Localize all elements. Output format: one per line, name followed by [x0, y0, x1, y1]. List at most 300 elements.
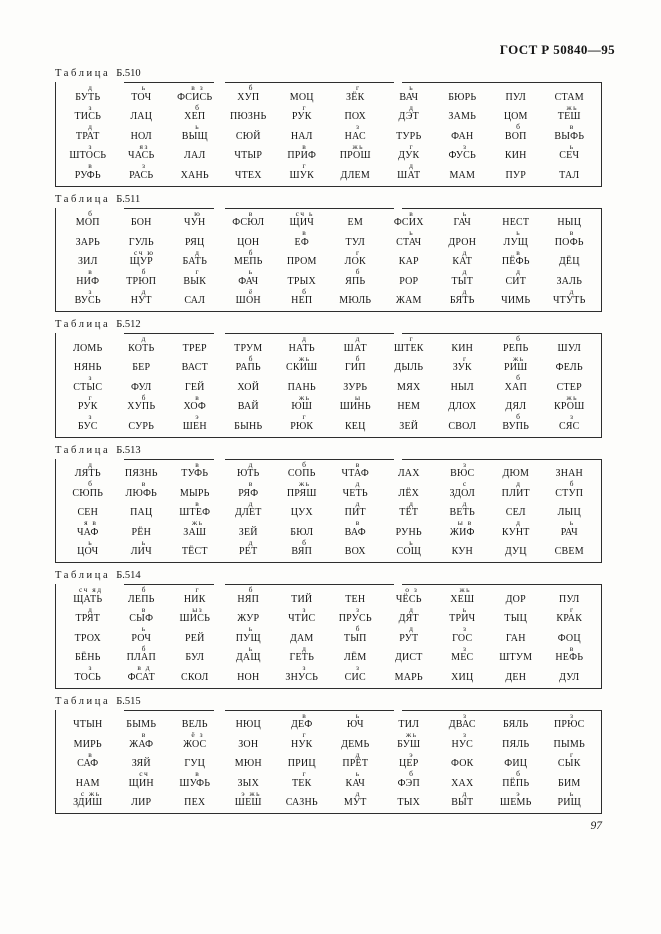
syllable-cell	[168, 461, 222, 481]
table-caption-number: Б.513	[116, 444, 141, 456]
table-caption-word: Таблица	[55, 68, 111, 79]
syllable-cell	[222, 229, 276, 249]
syllable-cell	[329, 123, 383, 143]
syllable-word: ЖАФ	[129, 738, 154, 750]
syllable-annotation: в	[88, 161, 94, 170]
syllable-cell	[382, 712, 436, 732]
syllable-word: ЛЮФЬ	[125, 487, 157, 499]
syllable-annotation: д	[409, 604, 415, 614]
syllable-annotation: з	[142, 161, 147, 170]
syllable-cell	[543, 394, 597, 414]
syllable-word: ТЕШ	[557, 111, 581, 122]
syllable-cell	[543, 625, 597, 645]
syllable-word: ЧТИС	[288, 613, 316, 624]
syllable-cell	[382, 335, 436, 355]
syllable-cell	[222, 84, 276, 104]
syllable-word: ВОХ	[344, 546, 366, 557]
syllable-word: ВЕТЬ	[449, 507, 475, 518]
syllable-cell	[275, 123, 329, 143]
syllable-word: МОЦ	[289, 91, 314, 103]
syllable-cell	[168, 268, 222, 288]
syllable-annotation: д	[409, 624, 415, 633]
syllable-word: КАР	[398, 256, 419, 267]
syllable-cell	[436, 288, 490, 308]
syllable-word: СУРЬ	[128, 420, 155, 432]
syllable-word: ЗЫХ	[237, 777, 260, 789]
syllable-cell	[489, 268, 543, 288]
syllable-cell	[61, 480, 115, 500]
syllable-word: ДИСТ	[394, 652, 423, 663]
syllable-cell	[222, 731, 276, 751]
syllable-cell	[543, 104, 597, 124]
syllable-word: ШТУМ	[499, 652, 533, 663]
syllable-cell	[115, 731, 169, 751]
syllable-cell	[275, 210, 329, 230]
syllable-word: ХАНЬ	[180, 169, 209, 181]
syllable-annotation: э	[409, 749, 415, 759]
syllable-word: ЛЯТЬ	[74, 468, 101, 479]
syllable-cell	[168, 335, 222, 355]
syllable-annotation: з	[463, 459, 468, 469]
syllable-cell	[115, 461, 169, 481]
syllable-word: БИМ	[558, 777, 581, 789]
syllable-word: НУТ	[130, 295, 152, 306]
syllable-annotation: жь	[512, 353, 525, 363]
syllable-annotation: д	[516, 267, 522, 276]
syllable-cell	[436, 335, 490, 355]
syllable-cell	[382, 229, 436, 249]
syllable-word: ТОЧ	[131, 91, 152, 103]
syllable-cell	[543, 229, 597, 249]
syllable-cell	[329, 751, 383, 771]
syllable-cell	[436, 712, 490, 732]
syllable-word: ЧТЕХ	[234, 169, 262, 181]
syllable-word: КРАК	[556, 613, 583, 624]
syllable-annotation: д	[569, 286, 575, 296]
syllable-annotation: жь	[298, 479, 311, 488]
syllable-cell	[115, 413, 169, 433]
syllable-cell	[222, 335, 276, 355]
syllable-cell	[222, 413, 276, 433]
syllable-annotation: жь	[566, 102, 579, 112]
syllable-cell	[61, 104, 115, 124]
syllable-cell	[489, 480, 543, 500]
syllable-word: ЗАШ	[183, 526, 207, 538]
syllable-annotation: в	[409, 208, 415, 218]
syllable-annotation: д	[462, 267, 468, 276]
table-row	[61, 413, 596, 433]
syllable-word: ШИСЬ	[179, 613, 211, 624]
syllable-annotation: д	[88, 83, 94, 92]
syllable-cell	[275, 374, 329, 394]
syllable-word: СТАЧ	[396, 236, 422, 248]
syllable-cell	[382, 731, 436, 751]
syllable-cell	[329, 500, 383, 520]
syllable-annotation: я в	[84, 518, 98, 527]
syllable-word: ТЁСТ	[181, 546, 208, 557]
syllable-cell	[275, 229, 329, 249]
syllable-word: ТИЙ	[291, 593, 313, 605]
syllable-word: ШУК	[289, 169, 314, 181]
syllable-cell	[382, 394, 436, 414]
syllable-cell	[61, 143, 115, 163]
syllable-cell	[61, 335, 115, 355]
syllable-cell	[168, 355, 222, 375]
syllable-word: РЕЙ	[185, 632, 205, 644]
syllable-word: ФОК	[450, 758, 474, 769]
syllable-cell	[61, 249, 115, 269]
syllable-word: БЮЛ	[290, 526, 314, 538]
syllable-word: ЗЯЙ	[131, 758, 151, 769]
syllable-word: ФСАТ	[127, 671, 155, 683]
syllable-cell	[275, 355, 329, 375]
syllable-cell	[489, 731, 543, 751]
syllable-cell	[222, 104, 276, 124]
syllable-word: ТРОХ	[74, 632, 101, 644]
syllable-annotation: ы в	[457, 518, 473, 527]
syllable-word: ТЫП	[343, 632, 367, 644]
syllable-cell	[61, 413, 115, 433]
syllable-cell	[382, 249, 436, 269]
syllable-word: ТРЮП	[126, 275, 157, 287]
syllable-cell	[436, 143, 490, 163]
syllable-annotation: б	[141, 267, 147, 276]
syllable-annotation: б	[141, 643, 147, 653]
syllable-annotation: ь	[462, 604, 468, 614]
syllable-annotation: б	[355, 267, 361, 276]
table-row	[61, 268, 596, 288]
syllable-word: НЮЦ	[235, 719, 261, 730]
syllable-cell	[115, 790, 169, 810]
syllable-annotation: в	[195, 498, 201, 508]
syllable-annotation: б	[355, 353, 361, 363]
syllable-word: РИШ	[504, 362, 528, 373]
table-row	[61, 104, 596, 124]
syllable-word: ЮШ	[291, 401, 313, 412]
syllable-cell	[115, 268, 169, 288]
syllable-word: РУК	[291, 111, 312, 122]
syllable-cell	[382, 413, 436, 433]
table-row	[61, 394, 596, 414]
syllable-cell	[115, 249, 169, 269]
syllable-word: ФУЛ	[131, 381, 152, 393]
syllable-cell	[61, 770, 115, 790]
syllable-word: ЛАЛ	[184, 150, 206, 161]
syllable-cell	[543, 249, 597, 269]
syllable-cell	[115, 480, 169, 500]
syllable-word: ПУЩ	[235, 632, 261, 644]
syllable-annotation: б	[195, 102, 201, 112]
table-caption-word: Таблица	[55, 695, 111, 707]
syllable-word: ЦОМ	[503, 111, 528, 122]
syllable-word: ВЮС	[450, 468, 475, 479]
syllable-word: БАТЬ	[182, 256, 208, 267]
syllable-cell	[543, 374, 597, 394]
syllable-cell	[489, 539, 543, 559]
syllable-word: ТИЛ	[398, 719, 420, 730]
syllable-word: ХАП	[504, 381, 527, 393]
syllable-word: НУС	[451, 738, 474, 750]
table-row	[61, 162, 596, 182]
syllable-cell	[61, 229, 115, 249]
syllable-cell	[436, 355, 490, 375]
syllable-word: СОПЬ	[287, 468, 316, 479]
syllable-word: РЁН	[131, 526, 151, 538]
syllable-word: НОН	[237, 671, 260, 683]
syllable-word: ФСЮЛ	[232, 217, 265, 228]
table-caption-number: Б.512	[116, 319, 141, 330]
syllable-cell	[222, 790, 276, 810]
syllable-cell	[222, 519, 276, 539]
syllable-word: ВЯП	[291, 546, 313, 557]
syllable-annotation: з	[88, 286, 93, 296]
syllable-word: ТЫЦ	[504, 613, 528, 624]
syllable-word: ДЮМ	[502, 468, 530, 479]
syllable-word: ЛОМЬ	[73, 342, 103, 354]
syllable-word: ПАЦ	[130, 507, 153, 518]
syllable-cell	[168, 770, 222, 790]
syllable-annotation: д	[355, 788, 361, 798]
syllable-cell	[115, 229, 169, 249]
syllable-cell	[543, 731, 597, 751]
syllable-cell	[61, 288, 115, 308]
syllable-annotation: ь	[248, 267, 254, 276]
syllable-cell	[489, 249, 543, 269]
syllable-word: СКОЛ	[181, 671, 209, 683]
syllable-cell	[61, 625, 115, 645]
syllable-word: РАПЬ	[235, 362, 261, 373]
syllable-annotation: б	[302, 537, 308, 547]
syllable-annotation: в	[516, 247, 522, 257]
page-number: 97	[590, 820, 602, 832]
table-row	[61, 500, 596, 520]
syllable-word: НИК	[183, 593, 206, 605]
syllable-cell	[222, 268, 276, 288]
syllable-cell	[222, 480, 276, 500]
syllable-cell	[275, 645, 329, 665]
syllable-cell	[489, 374, 543, 394]
table-row	[61, 355, 596, 375]
syllable-cell	[115, 355, 169, 375]
table-caption	[55, 445, 602, 458]
syllable-word: ЧТЫР	[234, 150, 263, 161]
syllable-annotation: яз	[139, 141, 149, 151]
syllable-cell	[489, 355, 543, 375]
syllable-word: ТРУМ	[234, 342, 263, 354]
syllable-cell	[489, 394, 543, 414]
syllable-cell	[329, 229, 383, 249]
syllable-cell	[543, 84, 597, 104]
syllable-annotation: б	[88, 479, 94, 488]
syllable-table	[55, 584, 602, 689]
syllable-cell	[543, 162, 597, 182]
syllable-annotation: б	[141, 585, 147, 594]
syllable-word: ТРИЧ	[449, 613, 476, 624]
syllable-cell	[382, 664, 436, 684]
syllable-cell	[489, 335, 543, 355]
syllable-annotation: жь	[459, 585, 472, 594]
syllable-cell	[382, 162, 436, 182]
syllable-annotation: ё	[248, 286, 254, 296]
syllable-annotation: б	[302, 459, 308, 469]
syllable-annotation: г	[409, 334, 415, 343]
syllable-word: КОТЬ	[128, 342, 155, 354]
syllable-word: СВЕМ	[554, 546, 584, 557]
syllable-cell	[329, 790, 383, 810]
table-row	[61, 461, 596, 481]
syllable-annotation: ю	[194, 208, 202, 218]
syllable-cell	[382, 770, 436, 790]
syllable-cell	[329, 143, 383, 163]
syllable-annotation: з	[88, 412, 93, 421]
syllable-cell	[275, 790, 329, 810]
standard-number-header: ГОСТ Р 50840—95	[499, 42, 615, 57]
syllable-word: ШТОСЬ	[69, 150, 107, 161]
syllable-cell	[382, 210, 436, 230]
syllable-cell	[382, 586, 436, 606]
syllable-cell	[382, 539, 436, 559]
syllable-annotation: ыз	[192, 604, 204, 614]
syllable-word: ГАН	[505, 632, 526, 644]
syllable-word: ПРОМ	[286, 256, 317, 267]
syllable-word: ЖУР	[237, 613, 260, 624]
syllable-cell	[543, 500, 597, 520]
syllable-word: ДЕМЬ	[341, 738, 370, 750]
syllable-cell	[329, 712, 383, 732]
syllable-annotation: з	[570, 710, 575, 720]
syllable-word: ВЫК	[183, 275, 207, 287]
syllable-cell	[222, 606, 276, 626]
syllable-annotation: в	[141, 730, 147, 739]
syllable-word: ЗАМЬ	[448, 111, 477, 122]
syllable-word: ЛЁМ	[344, 652, 367, 663]
syllable-word: СТЫС	[73, 381, 103, 393]
syllable-word: ВЫТ	[451, 797, 474, 808]
syllable-word: ХЕШ	[450, 593, 475, 605]
syllable-word: ЧАФ	[76, 526, 99, 538]
table-row	[61, 664, 596, 684]
syllable-cell	[115, 606, 169, 626]
syllable-annotation: г	[569, 749, 575, 759]
syllable-word: РАЧ	[560, 526, 578, 538]
syllable-cell	[115, 162, 169, 182]
syllable-cell	[61, 539, 115, 559]
syllable-word: РИЩ	[557, 797, 581, 808]
syllable-cell	[275, 480, 329, 500]
syllable-cell	[543, 335, 597, 355]
syllable-annotation: в	[141, 604, 147, 614]
syllable-annotation: б	[248, 353, 254, 363]
syllable-cell	[436, 751, 490, 771]
syllable-word: ШИНЬ	[339, 401, 371, 412]
syllable-cell	[115, 288, 169, 308]
syllable-cell	[115, 335, 169, 355]
syllable-annotation: ь	[409, 228, 415, 237]
syllable-word: МОП	[75, 217, 100, 228]
syllable-cell	[489, 770, 543, 790]
table-caption-word: Таблица	[55, 570, 111, 581]
syllable-word: ЛЕПЬ	[127, 593, 155, 605]
syllable-cell	[61, 731, 115, 751]
syllable-word: НОЛ	[130, 130, 152, 142]
syllable-cell	[168, 249, 222, 269]
syllable-word: ЮТЬ	[237, 468, 260, 479]
syllable-word: ЗУРЬ	[343, 381, 368, 393]
syllable-word: ТУЛ	[345, 236, 365, 248]
syllable-word: БУС	[77, 420, 98, 432]
syllable-word: ЧИМЬ	[501, 295, 531, 306]
syllable-word: ДРОН	[448, 236, 477, 248]
syllable-annotation: ь	[141, 537, 147, 547]
syllable-cell	[543, 519, 597, 539]
syllable-word: ЛАХ	[397, 468, 420, 479]
syllable-cell	[115, 104, 169, 124]
syllable-cell	[436, 413, 490, 433]
syllable-annotation: г	[302, 730, 308, 739]
syllable-cell	[382, 606, 436, 626]
syllable-annotation: жь	[298, 353, 311, 363]
syllable-word: ЩАТЬ	[73, 593, 103, 605]
syllable-annotation: з	[88, 373, 93, 382]
syllable-word: ЕФ	[294, 236, 309, 248]
syllable-word: ВАФ	[344, 526, 366, 538]
syllable-cell	[543, 123, 597, 143]
syllable-cell	[543, 606, 597, 626]
syllable-cell	[115, 625, 169, 645]
syllable-annotation: г	[355, 83, 361, 92]
syllable-cell	[329, 539, 383, 559]
syllable-annotation: в	[302, 141, 308, 151]
syllable-word: КАЧ	[345, 777, 365, 789]
syllable-word: НАС	[344, 130, 366, 142]
syllable-word: ЩИЧ	[289, 217, 314, 228]
syllable-word: ЛОК	[344, 256, 366, 267]
syllable-word: ТОСЬ	[74, 671, 102, 683]
syllable-word: ДЕФ	[291, 719, 313, 730]
syllable-word: ДЯТ	[398, 613, 419, 624]
syllable-word: ПЮЗНЬ	[230, 111, 267, 122]
syllable-cell	[115, 586, 169, 606]
syllable-annotation: з	[570, 412, 575, 421]
syllable-annotation: жь	[566, 392, 579, 402]
table-row	[61, 210, 596, 230]
syllable-annotation: в	[355, 518, 361, 527]
syllable-word: БЫНЬ	[234, 420, 263, 432]
syllable-word: БОН	[130, 217, 152, 228]
syllable-annotation: д	[355, 479, 361, 488]
syllable-word: ФЭП	[397, 777, 420, 789]
syllable-annotation: ь	[462, 208, 468, 218]
syllable-word: ПРИЦ	[287, 758, 316, 769]
syllable-annotation: з	[88, 663, 93, 672]
syllable-cell	[543, 268, 597, 288]
syllable-cell	[436, 229, 490, 249]
syllable-cell	[489, 143, 543, 163]
syllable-word: ШОН	[235, 295, 261, 306]
syllable-word: ДЯЛ	[505, 401, 527, 412]
syllable-cell	[489, 500, 543, 520]
syllable-word: ХАХ	[451, 777, 474, 789]
syllable-annotation: б	[516, 769, 522, 778]
syllable-cell	[436, 625, 490, 645]
syllable-word: ШТЕК	[393, 342, 424, 354]
syllable-word: ТЫХ	[397, 797, 421, 808]
syllable-word: ПОФЬ	[554, 236, 584, 248]
table-row	[61, 645, 596, 665]
syllable-cell	[168, 374, 222, 394]
syllable-cell	[115, 84, 169, 104]
syllable-word: ТЫТ	[451, 275, 474, 287]
